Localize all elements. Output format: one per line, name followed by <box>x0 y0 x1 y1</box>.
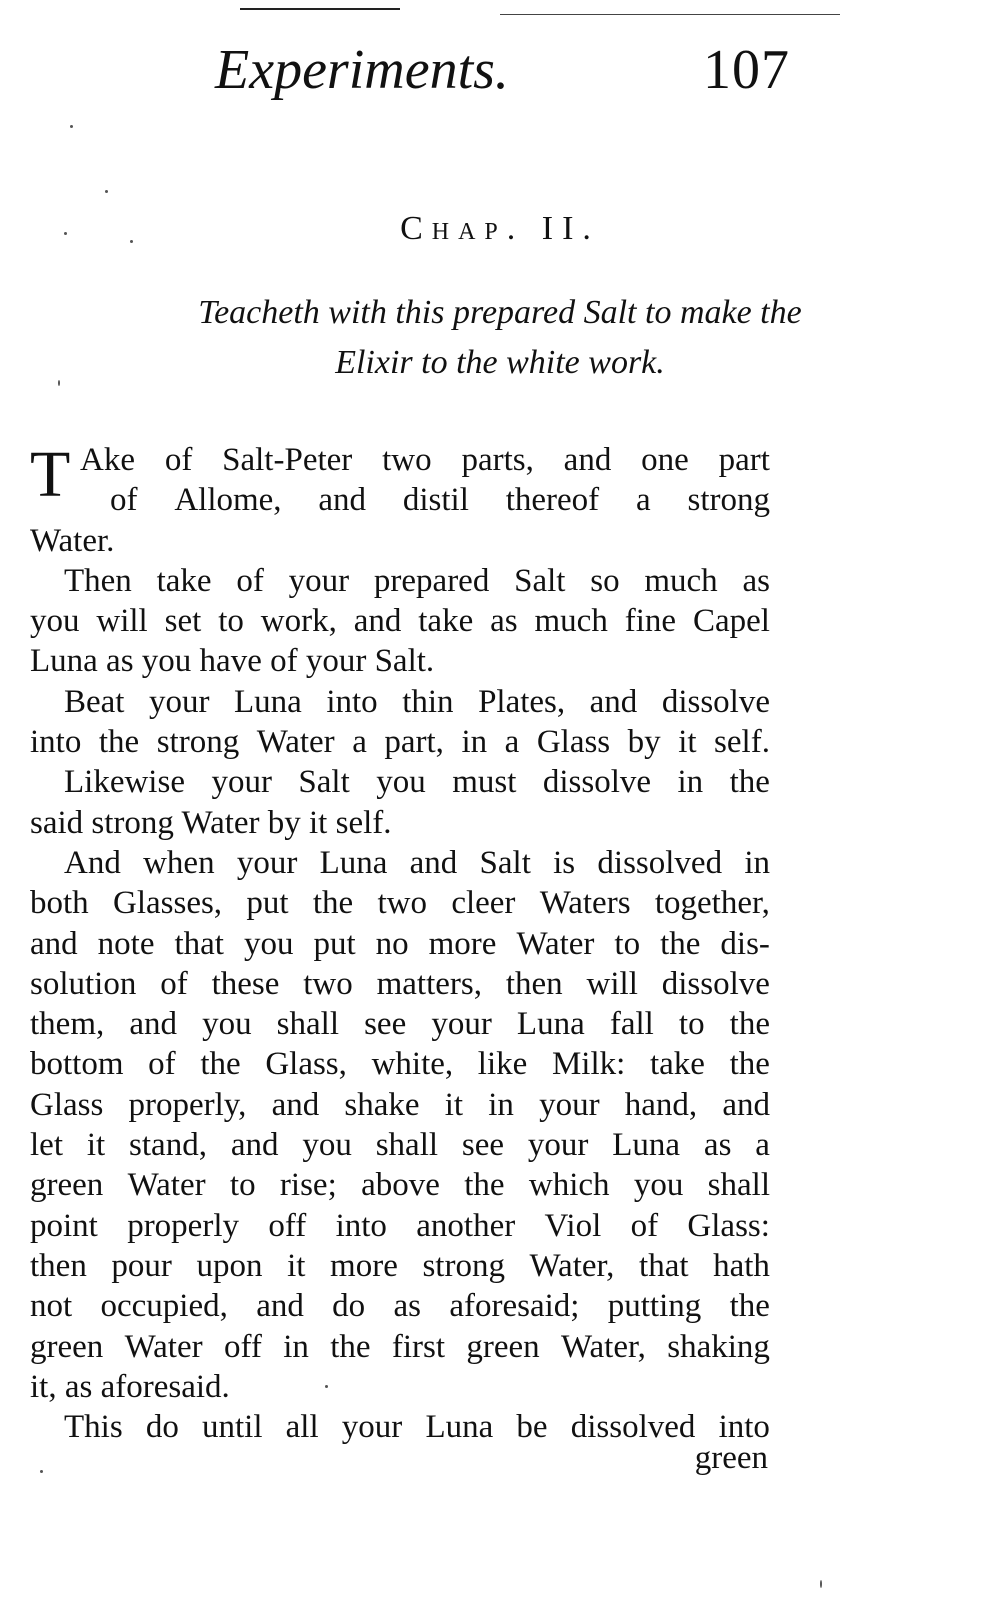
word: the <box>330 1328 371 1365</box>
word: fall <box>609 1006 654 1043</box>
word: to <box>678 1006 705 1043</box>
body-text <box>30 440 770 1447</box>
word: part <box>718 442 770 478</box>
drop-cap: T <box>30 438 71 511</box>
word: stand, <box>129 1127 207 1164</box>
word: by <box>627 724 661 761</box>
word: the <box>729 1006 770 1043</box>
chapter-subtitle <box>60 288 940 388</box>
word: of <box>110 482 138 519</box>
word: Plates, <box>478 683 566 720</box>
word: hand, <box>624 1086 698 1123</box>
word: Allome, <box>174 482 282 519</box>
word: strong <box>156 724 240 761</box>
word: dissolve <box>542 764 652 801</box>
word: it <box>444 1086 464 1123</box>
word: will <box>586 965 638 1002</box>
subtitle-line: Elixir to the white work. <box>335 344 665 381</box>
word: one <box>641 442 689 478</box>
word: you <box>202 1006 252 1043</box>
word: do <box>145 1409 179 1446</box>
word: and <box>722 1086 770 1123</box>
scan-speck <box>325 1385 328 1388</box>
text-line <box>30 1125 770 1165</box>
text-line <box>30 722 770 762</box>
text-line: Water. <box>30 522 115 559</box>
word: in <box>488 1086 514 1123</box>
word: above <box>361 1167 440 1204</box>
word: then <box>30 1247 87 1284</box>
word: of <box>160 965 188 1002</box>
word: that <box>639 1247 689 1284</box>
word: of <box>148 1046 176 1083</box>
word: the <box>729 764 770 801</box>
word: your <box>431 1006 492 1043</box>
word: hath <box>713 1247 770 1284</box>
word: white, <box>371 1046 454 1083</box>
word: two <box>382 442 432 478</box>
word: and <box>271 1086 320 1123</box>
subtitle-line: Teacheth with this prepared Salt to make the <box>198 294 802 331</box>
word: no <box>375 925 409 962</box>
word: Viol <box>544 1207 602 1244</box>
text-line <box>30 883 770 923</box>
catchword: green <box>694 1440 768 1476</box>
word: and <box>353 603 402 640</box>
word: Water <box>516 925 595 962</box>
word: it <box>678 724 697 761</box>
word: a <box>755 1127 770 1164</box>
word: a <box>352 724 367 761</box>
scan-speck <box>820 1580 822 1588</box>
scan-speck <box>105 190 108 193</box>
word: part, <box>384 724 444 761</box>
word: the <box>312 885 354 922</box>
text-line <box>30 1246 770 1286</box>
word: in <box>677 764 704 801</box>
word: Luna <box>234 683 302 720</box>
scan-speck <box>70 125 73 128</box>
word: self. <box>714 724 770 761</box>
word: off <box>268 1207 307 1244</box>
word: when <box>143 844 215 881</box>
word: work, <box>260 603 337 640</box>
text-line <box>30 964 770 1004</box>
word: two <box>303 965 353 1002</box>
word: parts, <box>461 442 534 478</box>
word: first <box>391 1328 446 1365</box>
text-line <box>30 1004 770 1044</box>
text-line <box>30 1286 770 1326</box>
word: put <box>246 885 289 922</box>
word: it <box>86 1127 106 1164</box>
text-line <box>30 762 770 802</box>
word: not <box>30 1288 73 1325</box>
word: all <box>285 1409 319 1446</box>
word: to <box>218 603 244 640</box>
word: green <box>30 1328 104 1365</box>
word: do <box>332 1288 366 1325</box>
word: prepared <box>373 562 490 599</box>
word: is <box>553 844 576 881</box>
word: rise; <box>279 1167 337 1204</box>
word: strong <box>422 1247 505 1284</box>
scan-speck <box>40 1470 43 1473</box>
word: be <box>516 1409 548 1446</box>
word: it <box>287 1247 306 1284</box>
word: shall <box>375 1127 439 1164</box>
text-line <box>30 843 770 883</box>
word: your <box>341 1409 403 1446</box>
word: much <box>644 562 718 599</box>
word: Salt <box>298 764 350 801</box>
word: take <box>418 603 474 640</box>
word: Glass: <box>687 1207 770 1244</box>
top-rule-right <box>500 14 840 15</box>
text-line <box>30 1327 770 1367</box>
word: and <box>129 1006 177 1043</box>
scan-speck <box>130 240 133 243</box>
word: Water, <box>529 1247 615 1284</box>
text-line <box>30 682 770 722</box>
word: more <box>428 925 497 962</box>
word: into <box>326 683 378 720</box>
word: Glass <box>30 1086 104 1123</box>
word: in <box>283 1328 309 1365</box>
word: Salt <box>514 562 566 599</box>
word: as <box>393 1288 421 1325</box>
word: aforesaid; <box>449 1288 580 1325</box>
word: and <box>230 1127 279 1164</box>
text-line <box>30 1085 770 1125</box>
word: that <box>174 925 224 962</box>
word: upon <box>196 1247 263 1284</box>
word: dissolved <box>570 1409 696 1446</box>
word: shall <box>707 1167 770 1204</box>
running-head <box>215 38 790 102</box>
word: occupied, <box>100 1288 228 1325</box>
word: shall <box>276 1006 339 1043</box>
word: let <box>30 1127 63 1164</box>
word: your <box>149 683 210 720</box>
word: a <box>636 482 651 519</box>
word: you <box>30 603 80 640</box>
word: Luna <box>425 1409 494 1446</box>
top-rule-left <box>240 8 400 10</box>
word: Milk: <box>551 1046 626 1083</box>
word: your <box>211 764 272 801</box>
word: take <box>156 562 212 599</box>
word: to <box>614 925 641 962</box>
word: Water, <box>561 1328 646 1365</box>
word: then <box>505 965 563 1002</box>
word: properly <box>127 1207 239 1244</box>
text-line <box>30 1206 770 1246</box>
word: of <box>164 442 193 478</box>
word: shake <box>344 1086 420 1123</box>
word: both <box>30 885 89 922</box>
word: the <box>729 1046 770 1083</box>
word: Glass, <box>265 1046 347 1083</box>
running-title: Experiments. <box>215 39 509 101</box>
word: you <box>376 764 426 801</box>
word: shaking <box>667 1328 770 1365</box>
chapter-heading: Chap. II. <box>400 210 600 247</box>
text-line: Luna as you have of your Salt. <box>30 643 435 680</box>
word: dis- <box>720 925 770 962</box>
word: Glasses, <box>112 885 223 922</box>
text-line <box>30 601 770 641</box>
word: thereof <box>505 482 600 519</box>
word: set <box>164 603 202 640</box>
word: Likewise <box>64 764 185 801</box>
text-line <box>30 480 770 520</box>
word: see <box>364 1006 407 1043</box>
word: putting <box>607 1288 702 1325</box>
word: properly, <box>128 1086 247 1123</box>
word: as <box>742 562 770 599</box>
word: and <box>563 442 612 478</box>
text-line: it, as aforesaid. <box>30 1368 230 1405</box>
word: Luna <box>516 1006 585 1043</box>
word: you <box>302 1127 352 1164</box>
text-line <box>30 1165 770 1205</box>
word: much <box>534 603 608 640</box>
word: another <box>416 1207 516 1244</box>
word: green <box>30 1167 104 1204</box>
word: Salt-Peter <box>222 442 353 478</box>
word: note <box>97 925 155 962</box>
page-number: 107 <box>703 39 790 101</box>
word: two <box>377 885 427 922</box>
word: which <box>528 1167 610 1204</box>
word: into <box>30 724 82 761</box>
word: the <box>660 925 701 962</box>
word: must <box>452 764 517 801</box>
word: until <box>201 1409 263 1446</box>
word: off <box>223 1328 262 1365</box>
word: your <box>527 1127 589 1164</box>
word: and <box>589 683 638 720</box>
word: as <box>490 603 518 640</box>
word: the <box>729 1288 770 1325</box>
word: dissolve <box>661 965 770 1002</box>
word: them, <box>30 1006 105 1043</box>
word: Luna <box>612 1127 681 1164</box>
word: your <box>236 844 298 881</box>
word: your <box>288 562 350 599</box>
word: a <box>504 724 520 761</box>
word: see <box>461 1127 505 1164</box>
word: to <box>229 1167 256 1204</box>
text-line <box>30 1044 770 1084</box>
word: as <box>703 1127 732 1164</box>
word: dissolve <box>661 683 770 720</box>
word: and <box>318 482 367 519</box>
text-line: said strong Water by it self. <box>30 804 392 841</box>
word: pour <box>111 1247 172 1284</box>
word: This <box>64 1409 123 1446</box>
word: like <box>477 1046 528 1083</box>
word: so <box>590 562 620 599</box>
word: will <box>96 603 148 640</box>
word: solution <box>30 965 137 1002</box>
word: Water <box>124 1328 203 1365</box>
text-line <box>30 440 770 480</box>
word: put <box>313 925 356 962</box>
word: cleer <box>451 885 516 922</box>
word: the <box>200 1046 241 1083</box>
text-line <box>30 924 770 964</box>
word: matters, <box>376 965 482 1002</box>
word: green <box>466 1328 540 1365</box>
scan-speck <box>58 380 60 386</box>
word: these <box>211 965 280 1002</box>
word: distil <box>402 482 469 519</box>
word: and <box>409 844 458 881</box>
word: of <box>630 1207 659 1244</box>
word: Ake <box>80 442 135 478</box>
word: thin <box>402 683 454 720</box>
word: the <box>98 724 140 761</box>
word: Glass <box>536 724 611 761</box>
word: Water <box>256 724 335 761</box>
word: And <box>64 844 121 881</box>
text-line <box>30 1407 770 1447</box>
word: Capel <box>692 603 770 640</box>
text-line <box>30 561 770 601</box>
scan-speck <box>64 232 67 235</box>
word: you <box>243 925 294 962</box>
word: into <box>335 1207 387 1244</box>
word: Luna <box>319 844 388 881</box>
word: dissolved <box>597 844 723 881</box>
word: point <box>30 1207 98 1244</box>
word: take <box>649 1046 705 1083</box>
word: strong <box>687 482 770 519</box>
word: Waters <box>539 885 631 922</box>
word: Salt <box>479 844 531 881</box>
word: in <box>744 844 770 881</box>
word: more <box>330 1247 398 1284</box>
word: Water <box>127 1167 206 1204</box>
word: and <box>256 1288 304 1325</box>
word: your <box>539 1086 600 1123</box>
word: bottom <box>30 1046 124 1083</box>
word: into <box>718 1409 770 1446</box>
word: you <box>633 1167 684 1204</box>
word: Then <box>64 562 132 599</box>
word: Beat <box>64 683 125 720</box>
word: in <box>461 724 488 761</box>
word: and <box>30 925 78 962</box>
word: of <box>236 562 264 599</box>
word: the <box>464 1167 505 1204</box>
word: fine <box>624 603 677 640</box>
word: together, <box>654 885 770 922</box>
